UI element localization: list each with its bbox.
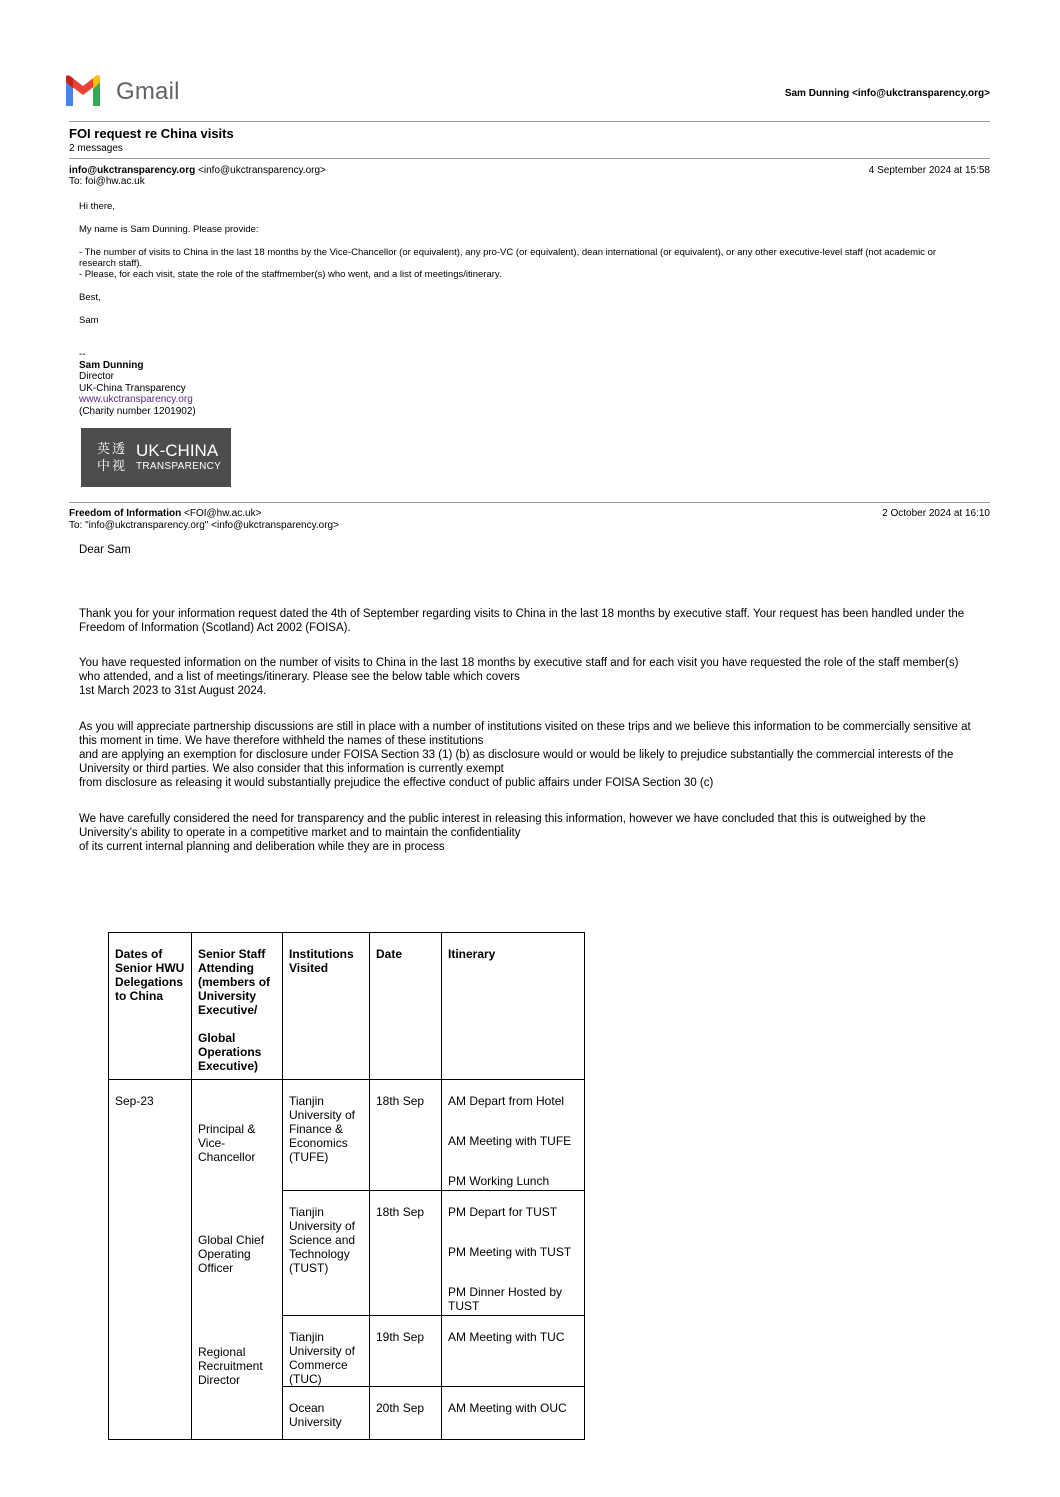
message1-signoff: Best,: [79, 292, 101, 303]
message2-paragraph4b: of its current internal planning and deliberation while they are in process: [79, 841, 445, 853]
banner-title: UK-CHINA: [136, 441, 219, 460]
message1-sender: [69, 165, 326, 176]
delegation-date-cell: Sep-23: [109, 1080, 192, 1440]
table-header-row: [109, 933, 585, 1080]
table-row: [109, 1080, 585, 1191]
message2-paragraph3a: As you will appreciate partnership discussions are still in place with a number of institutions visited on these trips and we believe this information to be commercially sensitive at this moment in time. We have therefore withheld the names of these institutions: [79, 721, 971, 747]
itinerary-cell: AM Meeting with TUC: [442, 1316, 585, 1387]
message1-recipient: To: foi@hw.ac.uk: [69, 176, 145, 187]
signature-org: UK-China Transparency: [79, 383, 186, 394]
visit-date-cell: 19th Sep: [370, 1316, 442, 1387]
message2-greeting: Dear Sam: [79, 544, 131, 556]
visit-date-cell: 20th Sep: [370, 1387, 442, 1440]
senior-staff-cell: [192, 1080, 283, 1440]
thread-subject: FOI request re China visits: [69, 126, 234, 141]
header-senior-staff: Senior Staff Attending (members of University Executive/ Global Operations Executive): [192, 933, 283, 1080]
signature-website-link[interactable]: www.ukctransparency.org: [79, 394, 193, 405]
signature-charity: (Charity number 1201902): [79, 406, 196, 417]
account-address: Sam Dunning <info@ukctransparency.org>: [784, 88, 990, 99]
divider: [69, 502, 990, 503]
staff-gcoo: Global Chief Operating Officer: [198, 1233, 265, 1275]
staff-recruitment: Regional Recruitment Director: [198, 1345, 263, 1387]
message1-bullet1: - The number of visits to China in the last 18 months by the Vice-Chancellor (or equivalent), any pro-VC (or equivalent), dean international (or equivalent), or any other executive-level staff (not academic or research staff).: [79, 247, 937, 269]
message1-greeting: Hi there,: [79, 201, 115, 212]
signature-title: Director: [79, 371, 115, 382]
gmail-logo-icon: [64, 74, 102, 110]
message2-sender: [69, 508, 261, 519]
message1-bullet2: - Please, for each visit, state the role of the staffmember(s) who went, and a list of meetings/itinerary.: [79, 269, 502, 280]
gmail-wordmark: Gmail: [116, 78, 180, 105]
divider: [69, 158, 990, 159]
message2-paragraph1: Thank you for your information request dated the 4th of September regarding visits to China in the last 18 months by executive staff. Your request has been handled under the Freedom of Information (Scotland) Act 2002 (FOISA).: [79, 608, 965, 634]
message2-paragraph2: You have requested information on the number of visits to China in the last 18 months by executive staff and for each visit you have requested the role of the staff member(s) who attended, and a list of meetings/itinerary. Please see the below table which covers: [79, 657, 959, 683]
message2-date: 2 October 2024 at 16:10: [882, 508, 990, 519]
message2-paragraph4a: We have carefully considered the need for transparency and the public interest in releasing this information, however we have concluded that this is outweighed by the University’s ability to operate in a competitive market and to maintain the confidentiality: [79, 813, 926, 839]
sender-name: Freedom of Information: [69, 508, 182, 519]
visit-date-cell: 18th Sep: [370, 1080, 442, 1191]
message1-intro: My name is Sam Dunning. Please provide:: [79, 224, 259, 235]
message2-paragraph3b: and are applying an exemption for disclosure under FOISA Section 33 (1) (b) as disclosure would or would be likely to prejudice substantially the commercial interests of the University or third parties. We also consider that this information is currently exempt: [79, 749, 954, 775]
institution-cell: Tianjin University of Finance & Economics (TUFE): [283, 1080, 370, 1191]
ukct-logo-banner: [81, 428, 231, 487]
header-date: Date: [370, 933, 442, 1080]
signature-dash: --: [79, 349, 86, 360]
signature-name: Sam Dunning: [79, 360, 144, 371]
message2-paragraph2-period: 1st March 2023 to 31st August 2024.: [79, 685, 267, 697]
institution-cell: Ocean University: [283, 1387, 370, 1440]
staff-principal: Principal & Vice-Chancellor: [198, 1122, 256, 1164]
itinerary-cell: PM Depart for TUST PM Meeting with TUST PM Dinner Hosted by TUST: [442, 1191, 585, 1316]
itinerary-cell: AM Depart from Hotel AM Meeting with TUFE PM Working Lunch: [442, 1080, 585, 1191]
itinerary-cell: AM Meeting with OUC: [442, 1387, 585, 1440]
message1-date: 4 September 2024 at 15:58: [868, 165, 990, 176]
header-institutions: Institutions Visited: [283, 933, 370, 1080]
institution-cell: Tianjin University of Commerce (TUC): [283, 1316, 370, 1387]
institution-cell: Tianjin University of Science and Technology (TUST): [283, 1191, 370, 1316]
visit-date-cell: 18th Sep: [370, 1191, 442, 1316]
header-delegation-dates: Dates of Senior HWU Delegations to China: [109, 933, 192, 1080]
banner-chinese: 英透 中视: [97, 441, 128, 473]
banner-subtitle: TRANSPARENCY: [136, 461, 222, 472]
message2-recipient: To: "info@ukctransparency.org" <info@ukctransparency.org>: [69, 520, 339, 531]
header-itinerary: Itinerary: [442, 933, 585, 1080]
sender-name: info@ukctransparency.org: [69, 165, 196, 176]
sender-address: <FOI@hw.ac.uk>: [184, 508, 262, 519]
divider: [69, 121, 990, 122]
message1-name: Sam: [79, 315, 99, 326]
message-count: 2 messages: [69, 143, 123, 154]
sender-address: <info@ukctransparency.org>: [198, 165, 326, 176]
delegation-table: [108, 932, 585, 1440]
message2-paragraph3c: from disclosure as releasing it would substantially prejudice the effective conduct of public affairs under FOISA Section 30 (c): [79, 777, 714, 789]
signature-link-wrap: [79, 394, 193, 406]
